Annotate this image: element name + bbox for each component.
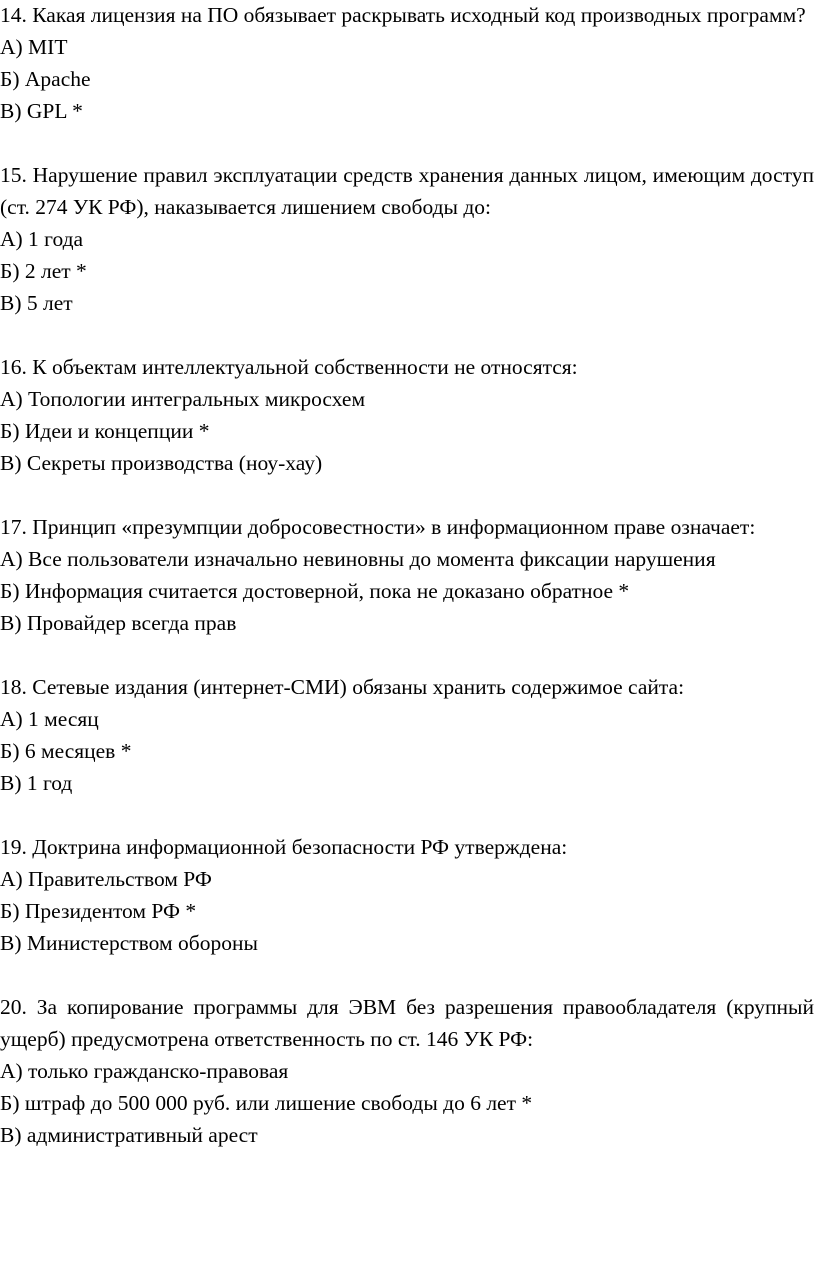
answer-option-b: Б) Президентом РФ *: [0, 899, 197, 923]
question-text: 20. За копирование программы для ЭВМ без разрешения правообладателя (крупный ущерб) предусмотрена ответственность по ст. 146 УК РФ:: [0, 995, 814, 1051]
answer-option-b: Б) Apache: [0, 67, 91, 91]
answer-option-c: В) административный арест: [0, 1123, 258, 1147]
question-text: 14. Какая лицензия на ПО обязывает раскрывать исходный код производных программ?: [0, 3, 806, 27]
answer-option-b: Б) 6 месяцев *: [0, 739, 132, 763]
answer-option-b: Б) штраф до 500 000 руб. или лишение свободы до 6 лет *: [0, 1091, 533, 1115]
answer-option-b: Б) 2 лет *: [0, 259, 87, 283]
question-16: [0, 351, 814, 479]
question-15: [0, 159, 814, 319]
answer-option-b: Б) Информация считается достоверной, пока не доказано обратное *: [0, 579, 630, 603]
question-18: [0, 671, 814, 799]
answer-option-a: А) 1 года: [0, 227, 84, 251]
answer-option-a: А) только гражданско-правовая: [0, 1059, 289, 1083]
question-19: [0, 831, 814, 959]
question-17: [0, 511, 814, 639]
answer-option-a: А) MIT: [0, 35, 68, 59]
question-text: 16. К объектам интеллектуальной собственности не относятся:: [0, 355, 578, 379]
question-text: 15. Нарушение правил эксплуатации средств хранения данных лицом, имеющим доступ (ст. 274 УК РФ), наказывается лишением свободы до:: [0, 163, 814, 219]
question-14: [0, 0, 814, 127]
answer-option-a: А) Правительством РФ: [0, 867, 212, 891]
answer-option-c: В) Секреты производства (ноу-хау): [0, 451, 323, 475]
question-text: 19. Доктрина информационной безопасности РФ утверждена:: [0, 835, 568, 859]
answer-option-c: В) 5 лет: [0, 291, 73, 315]
answer-option-a: А) 1 месяц: [0, 707, 99, 731]
question-text: 17. Принцип «презумпции добросовестности» в информационном праве означает:: [0, 515, 756, 539]
question-20: [0, 991, 814, 1151]
answer-option-a: А) Топологии интегральных микросхем: [0, 387, 366, 411]
answer-option-c: В) Министерством обороны: [0, 931, 258, 955]
question-text: 18. Сетевые издания (интернет-СМИ) обязаны хранить содержимое сайта:: [0, 675, 685, 699]
answer-option-a: А) Все пользователи изначально невиновны до момента фиксации нарушения: [0, 547, 716, 571]
answer-option-b: Б) Идеи и концепции *: [0, 419, 210, 443]
answer-option-c: В) GPL *: [0, 99, 83, 123]
answer-option-c: В) Провайдер всегда прав: [0, 611, 237, 635]
answer-option-c: В) 1 год: [0, 771, 73, 795]
